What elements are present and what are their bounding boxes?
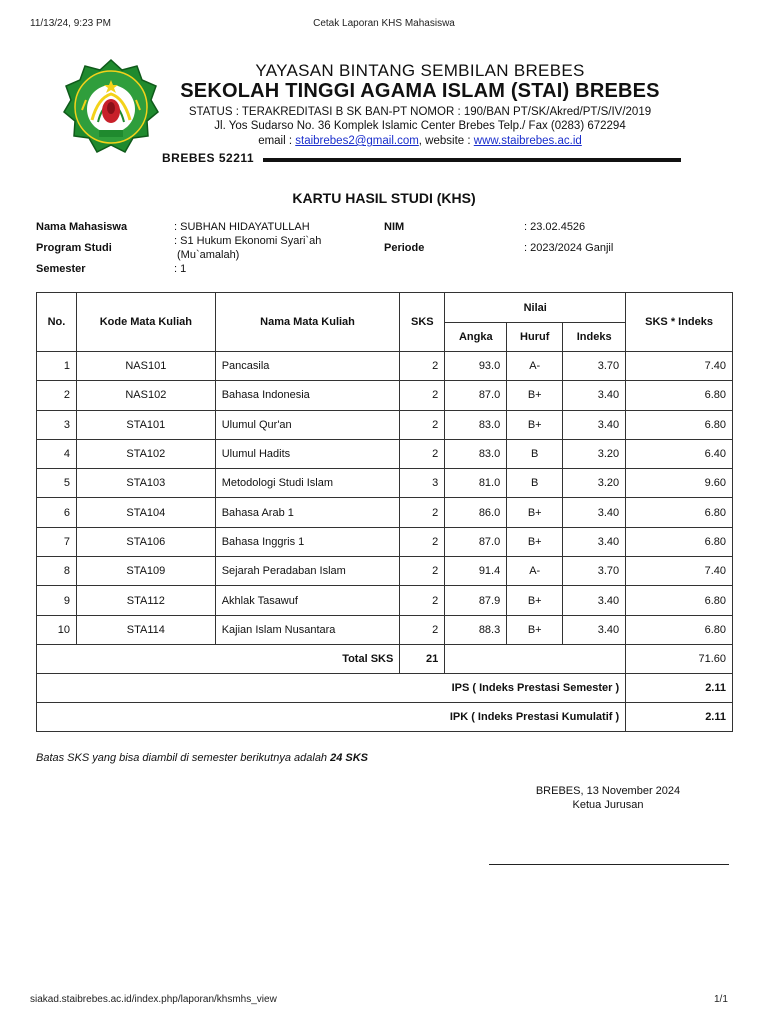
cell-sks-indeks: 6.80	[626, 410, 733, 439]
student-name-label: Nama Mahasiswa	[36, 221, 128, 233]
cell-huruf: A-	[507, 352, 563, 381]
cell-course-name: Metodologi Studi Islam	[215, 469, 400, 498]
table-row	[37, 586, 733, 615]
table-row	[37, 439, 733, 468]
cell-course-code: NAS102	[76, 381, 215, 410]
signature-role: Ketua Jurusan	[572, 799, 644, 811]
cell-angka: 81.0	[445, 469, 507, 498]
total-sks-row	[37, 644, 733, 673]
nim-value: : 23.02.4526	[524, 221, 586, 233]
program-label: Program Studi	[36, 242, 112, 254]
cell-no: 3	[37, 410, 77, 439]
program-line1: : S1 Hukum Ekonomi Syari`ah	[174, 235, 322, 247]
print-page-title: Cetak Laporan KHS Mahasiswa	[313, 18, 455, 29]
sks-limit-note	[36, 752, 368, 764]
cell-angka: 91.4	[445, 557, 507, 586]
email-label: email :	[258, 135, 296, 147]
header-indeks: Indeks	[563, 323, 626, 352]
cell-huruf: B	[507, 439, 563, 468]
period-label: Periode	[384, 242, 425, 254]
cell-sks-indeks: 9.60	[626, 469, 733, 498]
cell-sks: 2	[400, 557, 445, 586]
cell-huruf: B+	[507, 615, 563, 644]
cell-indeks: 3.40	[563, 527, 626, 556]
sks-limit-text: Batas SKS yang bisa diambil di semester berikutnya adalah	[36, 752, 331, 764]
cell-sks-indeks: 6.80	[626, 615, 733, 644]
ipk-value: 2.11	[626, 702, 733, 731]
print-page-number: 1/1	[714, 994, 728, 1005]
ipk-label: IPK ( Indeks Prestasi Kumulatif )	[37, 702, 626, 731]
semester-value: : 1	[174, 263, 187, 275]
institution-address: Jl. Yos Sudarso No. 36 Komplek Islamic Center Brebes Telp./ Fax (0283) 672294	[214, 120, 626, 132]
header-angka: Angka	[445, 323, 507, 352]
cell-course-code: NAS101	[76, 352, 215, 381]
cell-sks: 3	[400, 469, 445, 498]
total-sks-label: Total SKS	[37, 644, 400, 673]
cell-no: 2	[37, 381, 77, 410]
table-row	[37, 381, 733, 410]
cell-indeks: 3.20	[563, 469, 626, 498]
cell-course-code: STA102	[76, 439, 215, 468]
signature-date: BREBES, 13 November 2024	[535, 785, 681, 797]
cell-angka: 93.0	[445, 352, 507, 381]
cell-sks-indeks: 6.80	[626, 498, 733, 527]
header-nilai: Nilai	[445, 293, 626, 323]
cell-no: 6	[37, 498, 77, 527]
cell-sks: 2	[400, 586, 445, 615]
cell-huruf: B+	[507, 527, 563, 556]
header-huruf: Huruf	[507, 323, 563, 352]
cell-course-name: Ulumul Qur'an	[215, 410, 400, 439]
student-name: : SUBHAN HIDAYATULLAH	[174, 221, 310, 233]
cell-angka: 88.3	[445, 615, 507, 644]
semester-label: Semester	[36, 263, 86, 275]
cell-indeks: 3.40	[563, 498, 626, 527]
header-sks-indeks: SKS * Indeks	[626, 293, 733, 352]
period-value: : 2023/2024 Ganjil	[524, 242, 614, 254]
nim-label: NIM	[384, 221, 405, 233]
cell-course-code: STA106	[76, 527, 215, 556]
cell-course-name: Bahasa Indonesia	[215, 381, 400, 410]
table-row	[37, 410, 733, 439]
cell-course-name: Sejarah Peradaban Islam	[215, 557, 400, 586]
cell-sks-indeks: 7.40	[626, 352, 733, 381]
cell-course-code: STA101	[76, 410, 215, 439]
cell-no: 1	[37, 352, 77, 381]
email-link[interactable]: staibrebes2@gmail.com	[295, 135, 419, 147]
cell-course-name: Kajian Islam Nusantara	[215, 615, 400, 644]
cell-sks-indeks: 6.40	[626, 439, 733, 468]
header-sks: SKS	[400, 293, 445, 352]
cell-course-name: Bahasa Inggris 1	[215, 527, 400, 556]
cell-course-code: STA103	[76, 469, 215, 498]
cell-course-name: Akhlak Tasawuf	[215, 586, 400, 615]
cell-huruf: B+	[507, 586, 563, 615]
program-line2: (Mu`amalah)	[177, 249, 240, 261]
cell-course-name: Ulumul Hadits	[215, 439, 400, 468]
cell-angka: 87.0	[445, 381, 507, 410]
cell-sks: 2	[400, 381, 445, 410]
cell-course-code: STA104	[76, 498, 215, 527]
cell-angka: 83.0	[445, 410, 507, 439]
cell-course-name: Bahasa Arab 1	[215, 498, 400, 527]
cell-angka: 87.0	[445, 527, 507, 556]
cell-indeks: 3.70	[563, 557, 626, 586]
print-url: siakad.staibrebes.ac.id/index.php/laporan/khsmhs_view	[30, 994, 277, 1005]
foundation-name: YAYASAN BINTANG SEMBILAN BREBES	[255, 61, 585, 80]
cell-sks-indeks: 6.80	[626, 381, 733, 410]
document-title: KARTU HASIL STUDI (KHS)	[292, 190, 476, 206]
accreditation-status: STATUS : TERAKREDITASI B SK BAN-PT NOMOR : 190/BAN PT/SK/Akred/PT/S/IV/2019	[188, 106, 652, 118]
table-row	[37, 615, 733, 644]
table-row	[37, 469, 733, 498]
cell-no: 10	[37, 615, 77, 644]
header-course-name: Nama Mata Kuliah	[215, 293, 400, 352]
cell-indeks: 3.40	[563, 586, 626, 615]
cell-course-name: Pancasila	[215, 352, 400, 381]
ips-label: IPS ( Indeks Prestasi Semester )	[37, 673, 626, 702]
signature-line	[489, 864, 729, 865]
table-row	[37, 557, 733, 586]
cell-sks: 2	[400, 410, 445, 439]
cell-angka: 86.0	[445, 498, 507, 527]
header-course-code: Kode Mata Kuliah	[76, 293, 215, 352]
website-link[interactable]: www.staibrebes.ac.id	[473, 135, 582, 147]
cell-sks: 2	[400, 352, 445, 381]
cell-sks: 2	[400, 498, 445, 527]
cell-sks-indeks: 6.80	[626, 527, 733, 556]
cell-sks: 2	[400, 439, 445, 468]
cell-huruf: B+	[507, 381, 563, 410]
total-sks-empty	[445, 644, 626, 673]
cell-no: 8	[37, 557, 77, 586]
cell-indeks: 3.20	[563, 439, 626, 468]
cell-course-code: STA112	[76, 586, 215, 615]
table-row	[37, 352, 733, 381]
table-row	[37, 498, 733, 527]
cell-no: 5	[37, 469, 77, 498]
cell-sks: 2	[400, 615, 445, 644]
cell-huruf: B	[507, 469, 563, 498]
cell-indeks: 3.70	[563, 352, 626, 381]
cell-sks-indeks: 6.80	[626, 586, 733, 615]
total-sks-value: 21	[400, 644, 445, 673]
cell-angka: 83.0	[445, 439, 507, 468]
ips-row	[37, 673, 733, 702]
cell-no: 9	[37, 586, 77, 615]
cell-sks-indeks: 7.40	[626, 557, 733, 586]
cell-angka: 87.9	[445, 586, 507, 615]
grades-table-body	[37, 352, 733, 645]
header-no: No.	[37, 293, 77, 352]
cell-course-code: STA109	[76, 557, 215, 586]
website-label: , website :	[418, 135, 474, 147]
sks-limit-value: 24 SKS	[330, 752, 369, 764]
cell-huruf: B+	[507, 410, 563, 439]
institution-logo	[62, 58, 160, 156]
cell-course-code: STA114	[76, 615, 215, 644]
cell-no: 4	[37, 439, 77, 468]
cell-indeks: 3.40	[563, 615, 626, 644]
cell-no: 7	[37, 527, 77, 556]
cell-indeks: 3.40	[563, 410, 626, 439]
cell-huruf: B+	[507, 498, 563, 527]
city-postcode: BREBES 52211	[162, 151, 255, 165]
institution-name: SEKOLAH TINGGI AGAMA ISLAM (STAI) BREBES	[180, 80, 660, 102]
contact-line	[160, 135, 680, 147]
letterhead-rule	[263, 158, 681, 162]
cell-indeks: 3.40	[563, 381, 626, 410]
ips-value: 2.11	[626, 673, 733, 702]
grades-table	[36, 292, 733, 732]
total-sks-indeks: 71.60	[626, 644, 733, 673]
cell-huruf: A-	[507, 557, 563, 586]
print-datetime: 11/13/24, 9:23 PM	[30, 18, 111, 29]
table-row	[37, 527, 733, 556]
ipk-row	[37, 702, 733, 731]
cell-sks: 2	[400, 527, 445, 556]
